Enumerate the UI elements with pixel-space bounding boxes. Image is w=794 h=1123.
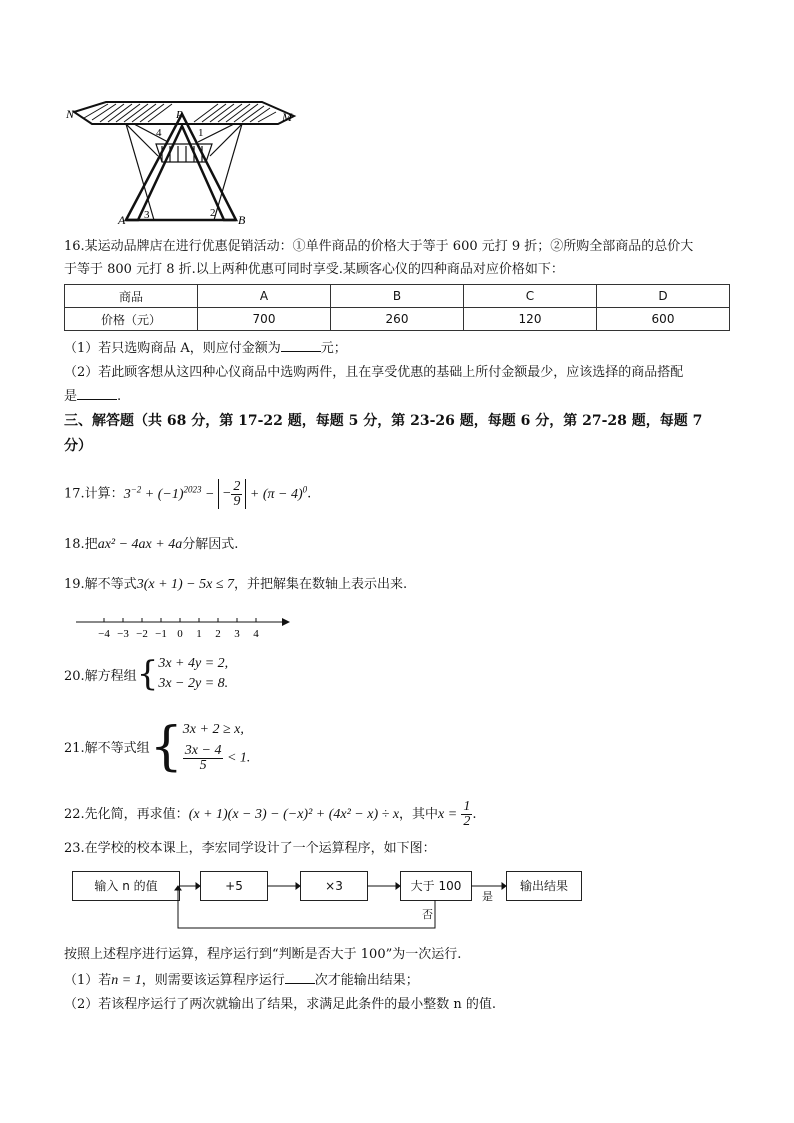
q20: 20.解方程组 { 3x + 4y = 2, 3x − 2y = 8. <box>64 654 229 694</box>
q23-part2: （2）若该程序运行了两次就输出了结果，求满足此条件的最小整数 n 的值. <box>64 997 497 1012</box>
answer-blank[interactable] <box>285 971 315 984</box>
price-a: 700 <box>198 308 331 331</box>
q16-part2-line2: 是 . <box>64 389 122 404</box>
price-label: 价格（元） <box>65 308 198 331</box>
label-angle-1: 1 <box>198 127 204 139</box>
q16-part1: （1）若只选购商品 A，则应付金额为 元； <box>64 341 347 356</box>
item-b: B <box>331 285 464 308</box>
tick-label: −3 <box>117 628 129 640</box>
q23-note: 按照上述程序进行运算，程序运行到“判断是否大于 100”为一次运行. <box>64 947 462 962</box>
item-d: D <box>597 285 730 308</box>
price-b: 260 <box>331 308 464 331</box>
q22: 22.先化简，再求值：(x + 1)(x − 3) − (−x)² + (4x² − x) ÷ x，其中x = $\frac{1}{2}$ . <box>64 799 477 829</box>
label-n: N <box>66 107 75 121</box>
label-m: M <box>282 110 292 124</box>
label-a: A <box>118 213 126 227</box>
tick-label: 3 <box>234 628 240 640</box>
price-d: 600 <box>597 308 730 331</box>
label-angle-3: 3 <box>144 209 150 221</box>
q21: 21.解不等式组 { 3x + 2 ≥ x, $\frac{3x - 4}{5}$ < 1. <box>64 716 251 777</box>
add-box: +5 <box>200 871 268 901</box>
q17: 17.计算：$3^{-2} + (-1)^{2023}$ − − $\frac{2}{9}$ + $(\pi - 4)^0$. <box>64 478 312 509</box>
table-header-label: 商品 <box>65 285 198 308</box>
q18: 18.把ax² − 4ax + 4a分解因式. <box>64 537 239 552</box>
tick-label: −2 <box>136 628 148 640</box>
multiply-box: ×3 <box>300 871 368 901</box>
input-box: 输入 n 的值 <box>72 871 180 901</box>
q19: 19.解不等式3(x + 1) − 5x ≤ 7，并把解集在数轴上表示出来. <box>64 577 408 592</box>
label-p: P <box>176 109 183 121</box>
tick-label: −1 <box>155 628 167 640</box>
equation-2: 3x − 2y = 8. <box>158 676 229 691</box>
label-angle-4: 4 <box>156 127 162 139</box>
q16-part2-line1: （2）若此顾客想从这四种心仪商品中选购两件，且在享受优惠的基础上所付金额最少，应该选择的商品搭配 <box>64 365 684 380</box>
tick-label: 0 <box>177 628 183 640</box>
price-c: 120 <box>464 308 597 331</box>
inequality-2: $\frac{3x - 4}{5}$ < 1. <box>184 743 251 773</box>
item-a: A <box>198 285 331 308</box>
q16-line1: 16.某运动品牌店在进行优惠促销活动：①单件商品的价格大于等于 600 元打 9 折；②所购全部商品的总价大 <box>64 239 694 254</box>
q16-line2: 于等于 800 元打 8 折.以上两种优惠可同时享受.某顾客心仪的四种商品对应价格如下： <box>64 262 564 277</box>
tick-label: 1 <box>196 628 202 640</box>
output-box: 输出结果 <box>506 871 582 901</box>
label-b: B <box>238 213 246 227</box>
section3-heading-cont: 分） <box>64 438 92 454</box>
section3-heading: 三、解答题（共 68 分，第 17-22 题，每题 5 分，第 23-26 题，每题 6 分，第 27-28 题，每题 7 <box>64 413 703 429</box>
check-box: 大于 100 <box>400 871 472 901</box>
tick-label: 4 <box>253 628 259 640</box>
tick-label: −4 <box>98 628 110 640</box>
inequality-1: 3x + 2 ≥ x, <box>182 722 244 737</box>
q23-intro: 23.在学校的校本课上，李宏同学设计了一个运算程序，如下图： <box>64 841 436 856</box>
equation-1: 3x + 4y = 2, <box>158 656 229 671</box>
label-angle-2: 2 <box>210 207 216 219</box>
item-c: C <box>464 285 597 308</box>
no-label: 否 <box>422 908 433 921</box>
q23-part1: （1）若n = 1，则需要该运算程序运行 次才能输出结果； <box>64 973 419 988</box>
tick-label: 2 <box>215 628 221 640</box>
yes-label: 是 <box>482 890 493 903</box>
